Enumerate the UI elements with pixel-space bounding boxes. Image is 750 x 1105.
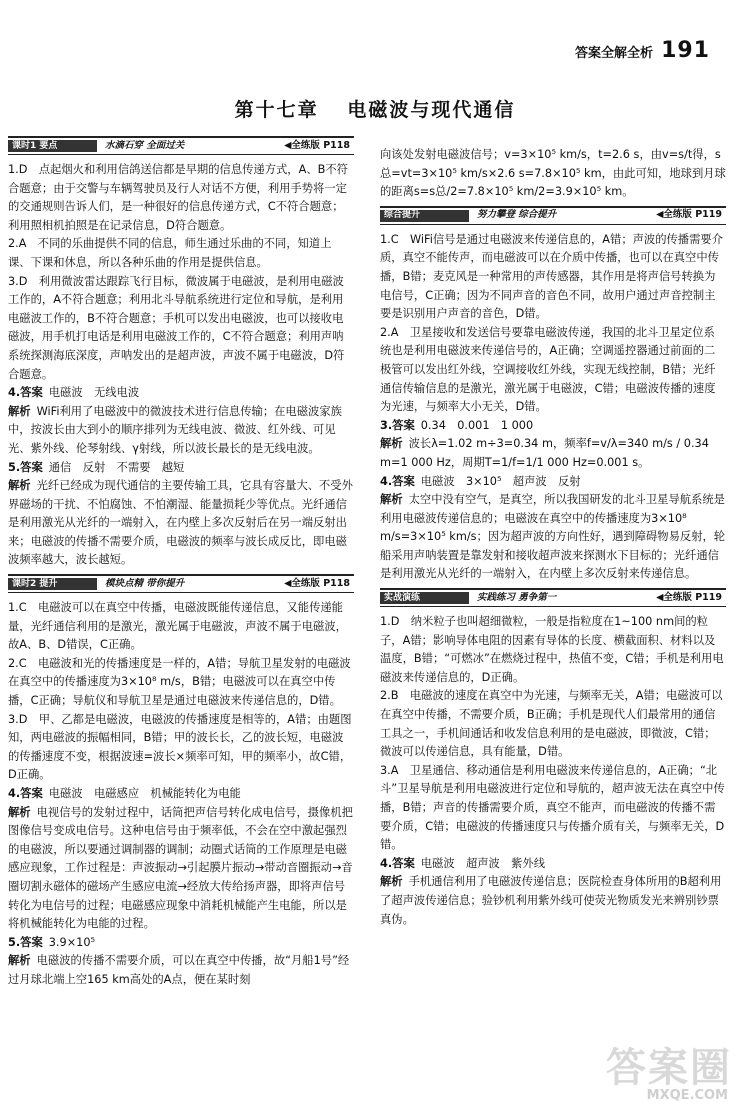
- answer-value: 电磁波 3×10⁵ 超声波 反射: [420, 474, 581, 488]
- left-column: [8, 132, 354, 990]
- answer-value: 0.34 0.001 1 000: [420, 418, 534, 432]
- section-bar: 课时1 要点: [8, 140, 97, 152]
- watermark-logo: 答案圈: [606, 1044, 732, 1091]
- explanation-label: 解析: [8, 954, 31, 968]
- explanation-label: 解析: [380, 875, 403, 889]
- answer-label: 3.答案: [380, 418, 415, 432]
- section-banner-4: [380, 588, 726, 607]
- explanation-item: [8, 477, 354, 570]
- answer-item: [380, 417, 726, 436]
- explanation-text: 光纤已经成为现代通信的主要传输工具，它具有容量大、不受外界磁场的干扰、不怕腐蚀、不怕潮湿、能量损耗少等优点。光纤通信是利用激光从光纤的一端射入，在内壁上多次反射后在另一端反射出来；电磁波的传播不需要介质，电磁波的频率与波长成反比，即电磁波频率越大，波长越短。: [8, 479, 353, 567]
- answer-value: 通信 反射 不需要 越短: [48, 460, 185, 474]
- chapter-name: 电磁波与现代通信: [347, 99, 516, 121]
- explanation-text: 手机通信利用了电磁波传递信息；医院检查身体所用的B超利用了超声波传递信息；验钞机利用紫外线可使荧光物质发光来辨别钞票真伪。: [380, 875, 722, 926]
- explanation-label: 解析: [380, 493, 403, 507]
- answer-item: [380, 473, 726, 492]
- answer-item: [8, 384, 354, 403]
- answer-label: 4.答案: [380, 856, 415, 870]
- answer-item: 2.A 卫星接收和发送信号要靠电磁波传递，我国的北斗卫星定位系统也是利用电磁波来传递信号的，A正确；空调遥控器通过前面的二极管可以发出红外线，空调接收红外线，实现无线控制，B错；光纤通信传输信息的是激光，激光属于电磁波，C错；电磁波传播的速度为光速，与频率大小无关，D错。: [380, 325, 716, 414]
- answer-value: 3.9×10⁵: [48, 935, 96, 949]
- watermark-url: MXQE.COM: [646, 1088, 728, 1103]
- continued-text: 向该处发射电磁波信号；v=3×10⁵ km/s，t=2.6 s，由v=s/t得，s总=vt=3×10⁵ km/s×2.6 s=7.8×10⁵ km，由此可知，地球到月球的距离s=s总/2=7.8×10⁵ km/2=3.9×10⁵ km。: [380, 148, 726, 199]
- answer-value: 电磁波 电磁感应 机械能转化为电能: [48, 787, 241, 800]
- section-bar: 课时2 提升: [8, 578, 97, 590]
- answer-label: 5.答案: [8, 460, 43, 474]
- answer-item: 3.D 甲、乙都是电磁波，电磁波的传播速度是相等的，A错；由题图知，两电磁波的振幅相同，B错；甲的波长长，乙的波长短，电磁波的传播速度不变，根据波速=波长×频率可知，甲的频率小，故C错，D正确。: [8, 712, 352, 782]
- answer-item: [8, 459, 354, 478]
- explanation-item: [380, 435, 726, 472]
- section-tag: ◀全练版 P119: [656, 591, 722, 603]
- answer-value: 电磁波 无线电波: [48, 386, 140, 400]
- section-banner-2: [8, 574, 354, 593]
- explanation-text: 电视信号的发射过程中，话筒把声信号转化成电信号，摄像机把图像信号变成电信号。这种电信号由于频率低，不会在空中激起强烈的电磁波，所以要通过调制器的调制；动圈式话筒的工作原理是电磁感应现象，工作过程是：声波振动→引起膜片振动→带动音圈振动→音圈切割永磁体的磁场产生感应电流→经放大传给扬声器，即将声信号转化为电信号的过程；电磁感应现象中消耗机械能产生电能，所以是将机械能转化为电能的过程。: [8, 805, 353, 931]
- answer-item: 2.C 电磁波和光的传播速度是一样的，A错；导航卫星发射的电磁波在真空中的传播速度为3×10⁸ m/s，B错；电磁波可以在真空中传播，C正确；导航仪和导航卫星是通过电磁波来传递信息的，D错。: [8, 656, 351, 708]
- explanation-item: [380, 873, 726, 929]
- answer-item: [380, 855, 726, 874]
- answer-item: 1.D 点起烟火和利用信鸽送信都是早期的信息传递方式，A、B不符合题意；由于交警与车辆驾驶员及行人对话不方便，利用手势将一定的交通规则告诉人们，是一种很好的信息传递方式，C不符合题意；利用照相机拍照是在记录信息，D符合题意。: [8, 163, 348, 232]
- explanation-text: 太空中没有空气，是真空，所以我国研发的北斗卫星导航系统是利用电磁波传递信息的；电磁波在真空中的传播速度为3×10⁸ m/s=3×10⁵ km/s；因为超声波的方向性好，遇到障碍物易反射，轮船采用声呐装置是靠发射和接收超声波来探测水下目标的；光纤通信是利用激光从光纤的一端射入，在内壁上多次反射来传递信息。: [380, 493, 726, 581]
- answer-item: [8, 785, 354, 804]
- answer-item: 3.D 利用微波雷达跟踪飞行目标，微波属于电磁波，是利用电磁波工作的，A不符合题意；利用北斗导航系统进行定位和导航，是利用电磁波工作的，B不符合题意；手机可以发出电磁波，也可以接收电磁波，用手机打电话是利用电磁波工作的，C不符合题意；利用声呐系统探测海底深度，声呐发出的是超声波，声波不属于电磁波，D符合题意。: [8, 274, 345, 381]
- section-tag: ◀全练版 P119: [656, 209, 722, 221]
- answer-value: 电磁波 超声波 紫外线: [420, 856, 546, 870]
- right-column: [380, 146, 726, 929]
- explanation-item: [8, 403, 354, 459]
- section-bar: 综合提升: [380, 210, 469, 222]
- explanation-text: 波长λ=1.02 m÷3=0.34 m，频率f=v/λ=340 m/s / 0.34 m=1 000 Hz，周期T=1/f=1/1 000 Hz=0.001 s。: [380, 437, 709, 469]
- header-label: 答案全解全析: [575, 46, 654, 61]
- section-banner-1: [8, 136, 354, 155]
- answer-label: 4.答案: [8, 386, 43, 400]
- section-tag: ◀全练版 P118: [284, 577, 350, 589]
- answer-item: 2.A 不同的乐曲提供不同的信息，师生通过乐曲的不同，知道上课、下课和休息，所以各种乐曲的作用是提供信息。: [8, 237, 332, 269]
- answer-label: 4.答案: [380, 474, 415, 488]
- section-banner-3: [380, 206, 726, 225]
- answer-label: 5.答案: [8, 935, 43, 949]
- answer-item: 3.A 卫星通信、移动通信是利用电磁波来传递信息的，A正确；“北斗”卫星导航是利用电磁波进行定位和导航的，超声波无法在真空中传播，B错；声音的传播需要介质，真空不能声，而电磁波的传播不需要介质，C错；电磁波的传播速度只与传播介质有关，与频率无关，D错。: [380, 763, 725, 852]
- page-header: [575, 38, 710, 63]
- section-slogan: 实践练习 勇争第一: [477, 591, 557, 603]
- explanation-label: 解析: [8, 479, 31, 493]
- chapter-title: [0, 95, 750, 122]
- page-number: 191: [661, 38, 710, 63]
- answer-item: 1.D 纳米粒子也叫超细微粒，一般是指粒度在1~100 nm间的粒子，A错；影响导体电阻的因素有导体的长度、横截面积、材料以及温度，B错；“可燃冰”在燃烧过程中，热值不变，C错；手机是利用电磁波来传递信息的，D正确。: [380, 615, 724, 684]
- explanation-item: [380, 491, 726, 584]
- answer-item: 1.C WiFi信号是通过电磁波来传递信息的，A错；声波的传播需要介质，真空不能传声，而电磁波可以在介质中传播，也可以在真空中传播，B错；麦克风是一种常用的声传感器，其作用是将声信号转换为电信号，C正确；因为不同声音的音色不同，故用户通过声音控制主要是识别用户声音的音色，D错。: [380, 232, 723, 321]
- explanation-label: 解析: [8, 404, 31, 418]
- explanation-item: [8, 952, 354, 989]
- section-bar: 实战演练: [380, 592, 469, 604]
- section-slogan: 努力攀登 综合提升: [477, 209, 557, 221]
- answer-item: [8, 934, 354, 953]
- section-slogan: 模块点精 带你提升: [105, 577, 185, 589]
- answer-item: 2.B 电磁波的速度在真空中为光速，与频率无关，A错；电磁波可以在真空中传播，不需要介质，B正确；手机是现代人们最常用的通信工具之一，手机间通话和收发信息利用的是电磁波，即微波，C错；微波可以传递信息，具有能量，D错。: [380, 689, 723, 759]
- explanation-item: [8, 804, 354, 934]
- explanation-text: 电磁波的传播不需要介质，可以在真空中传播，故“月船1号”经过月球北端上空165 km高处的A点，便在某时刻: [8, 954, 350, 986]
- explanation-text: WiFi利用了电磁波中的微波技术进行信息传输；在电磁波家族中，按波长由大到小的顺序排列为无线电波、微波、红外线、可见光、紫外线、伦琴射线、γ射线，所以波长最长的是无线电波。: [8, 404, 342, 455]
- explanation-label: 解析: [8, 805, 31, 819]
- answer-item: 1.C 电磁波可以在真空中传播，电磁波既能传递信息，又能传递能量，光纤通信利用的是激光，激光属于电磁波，声波不属于电磁波，故A、B、D错误，C正确。: [8, 601, 347, 652]
- section-slogan: 水滴石穿 全面过关: [105, 139, 185, 151]
- answer-label: 4.答案: [8, 787, 43, 800]
- section-tag: ◀全练版 P118: [284, 139, 350, 151]
- explanation-label: 解析: [380, 437, 403, 451]
- chapter-number: 第十七章: [234, 99, 319, 121]
